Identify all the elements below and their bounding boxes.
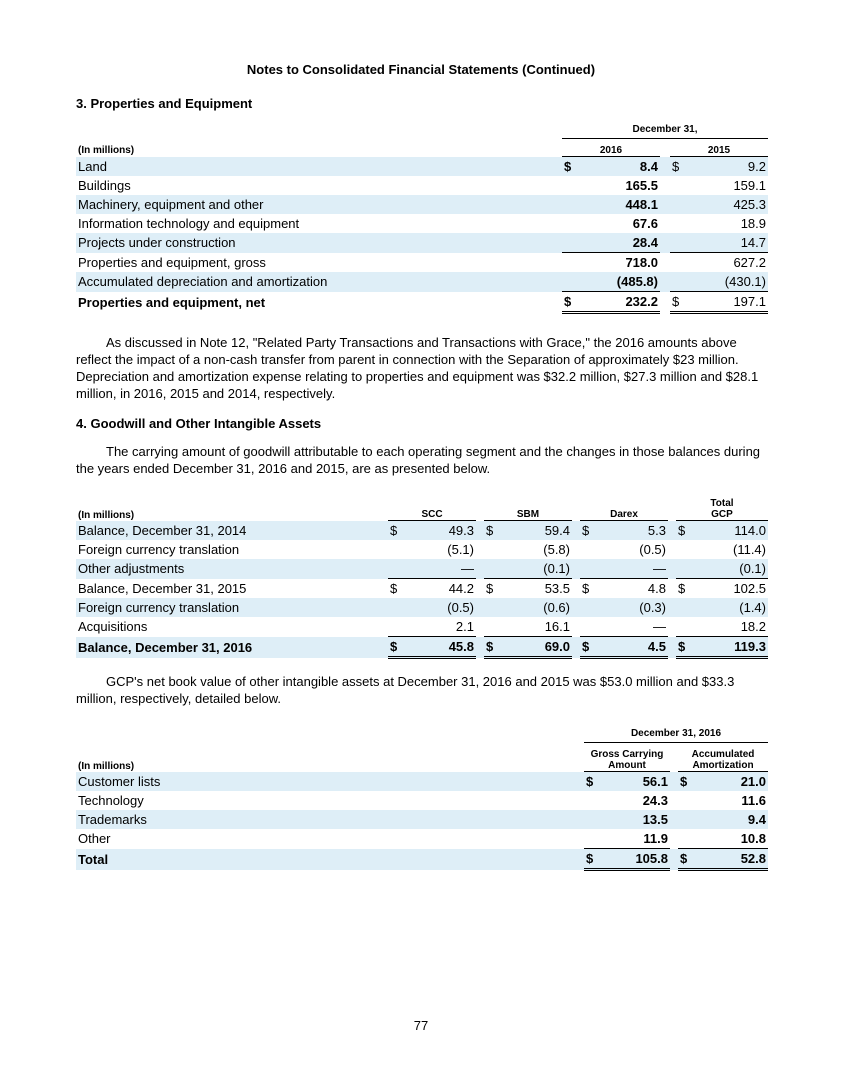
row-label: Projects under construction: [76, 233, 562, 253]
currency-symbol: $: [670, 292, 688, 313]
units-label: (In millions): [76, 743, 584, 772]
col-header-accumulated: [678, 743, 768, 772]
intangible-assets-table: [76, 728, 768, 871]
row-label: Technology: [78, 793, 144, 808]
row-label: Other: [78, 831, 111, 847]
value-total: 18.2: [694, 617, 768, 637]
value-2015: 197.1: [688, 292, 768, 313]
value-2015: (430.1): [688, 272, 768, 292]
page-title: Notes to Consolidated Financial Statements (Continued): [246, 62, 596, 77]
currency-symbol: $: [676, 637, 694, 658]
page-number: 77: [413, 1018, 429, 1033]
row-label: Balance, December 31, 2014: [76, 521, 388, 541]
value-2016: 232.2: [580, 292, 660, 313]
col-header-total-gcp: [676, 498, 768, 521]
row-label: Balance, December 31, 2015: [78, 580, 247, 596]
units-label: (In millions): [76, 139, 562, 157]
table-row: [76, 292, 768, 313]
table-row: [76, 791, 768, 810]
value-2016: (485.8): [580, 272, 660, 292]
table-row: [76, 176, 768, 195]
value-2016: 67.6: [632, 216, 658, 231]
currency-symbol: $: [676, 521, 694, 541]
row-label: Properties and equipment, net: [78, 294, 266, 310]
col-header-gross-line2: Amount: [608, 760, 646, 771]
row-label: Machinery, equipment and other: [76, 195, 562, 214]
table-row: [76, 195, 768, 214]
value-total: (11.4): [733, 542, 766, 557]
row-label: Land: [76, 157, 562, 177]
row-label: Total: [76, 849, 584, 870]
col-header-2016: 2016: [562, 139, 660, 157]
value-2016: 165.5: [625, 178, 658, 193]
table-row: [76, 272, 768, 292]
currency-symbol: $: [580, 637, 598, 658]
units-label: (In millions): [76, 498, 388, 521]
row-label: Buildings: [78, 178, 131, 193]
table-row: [76, 521, 768, 541]
col-header-acc-line1: Accumulated: [691, 749, 755, 760]
col-header-total-line1: Total: [710, 498, 734, 509]
table-row: [76, 637, 768, 658]
value-sbm: 16.1: [502, 617, 572, 637]
value-gross: 11.9: [602, 829, 670, 849]
currency-symbol: $: [484, 637, 502, 658]
col-header-2015: 2015: [670, 139, 768, 157]
period-header: December 31,: [562, 124, 768, 139]
value-scc: —: [406, 559, 476, 579]
section-3-heading: 3. Properties and Equipment: [76, 96, 253, 111]
row-label: Other adjustments: [76, 559, 388, 579]
col-header-gross-carrying: [584, 743, 670, 772]
intangibles-paragraph: GCP's net book value of other intangible assets at December 31, 2016 and 2015 was $53.0 million and $33.3 million, respectively, detailed below.: [76, 674, 735, 706]
col-header-sbm: SBM: [484, 498, 572, 521]
value-scc: 49.3: [406, 521, 476, 541]
value-2016: 28.4: [580, 233, 660, 253]
currency-symbol: $: [388, 521, 406, 541]
value-accumulated: 52.8: [696, 849, 768, 870]
currency-symbol: $: [584, 772, 602, 792]
value-accumulated: 9.4: [696, 810, 768, 829]
properties-equipment-table: [76, 124, 768, 314]
value-2015: 18.9: [740, 216, 766, 231]
currency-symbol: $: [678, 849, 696, 870]
currency-symbol: $: [584, 849, 602, 870]
value-2015: 425.3: [688, 195, 768, 214]
value-gross: 13.5: [602, 810, 670, 829]
currency-symbol: $: [670, 157, 688, 177]
goodwill-intro-paragraph: The carrying amount of goodwill attributable to each operating segment and the changes in those balances during the years ended December 31, 2016 and 2015, are as presented below.: [76, 444, 761, 476]
table-row: [76, 559, 768, 579]
currency-symbol: $: [388, 637, 406, 658]
row-label: Trademarks: [76, 810, 584, 829]
row-label: Acquisitions: [78, 619, 148, 635]
value-sbm: (5.8): [543, 542, 570, 557]
row-label: Balance, December 31, 2016: [76, 637, 388, 658]
table-row: [76, 598, 768, 617]
table-row: [76, 849, 768, 870]
table-row: [76, 157, 768, 177]
value-sbm: (0.6): [502, 598, 572, 617]
section-4-heading: 4. Goodwill and Other Intangible Assets: [76, 416, 322, 431]
table-row: [76, 617, 768, 637]
currency-symbol: $: [486, 581, 494, 596]
table-row: [76, 253, 768, 273]
value-darex: 5.3: [598, 521, 668, 541]
value-sbm: 53.5: [544, 581, 570, 596]
table-row: [76, 772, 768, 792]
row-label: Properties and equipment, gross: [78, 254, 266, 270]
value-darex: 4.5: [598, 637, 668, 658]
col-header-acc-line2: Amortization: [692, 760, 754, 771]
currency-symbol: $: [582, 581, 590, 596]
row-label: Accumulated depreciation and amortization: [76, 272, 562, 292]
value-total: 102.5: [733, 581, 766, 596]
value-scc: 44.2: [448, 581, 474, 596]
value-2016: 718.0: [625, 255, 658, 270]
table-row: [76, 214, 768, 233]
value-total: 114.0: [694, 521, 768, 541]
value-sbm: 69.0: [502, 637, 572, 658]
value-darex: (0.3): [598, 598, 668, 617]
table-row: [76, 233, 768, 253]
col-header-scc: SCC: [388, 498, 476, 521]
value-2015: 14.7: [688, 233, 768, 253]
currency-symbol: $: [678, 581, 686, 596]
value-2015: 627.2: [733, 255, 766, 270]
col-header-total-line2: GCP: [711, 509, 733, 520]
value-accumulated: 10.8: [696, 829, 768, 849]
depreciation-paragraph: As discussed in Note 12, "Related Party Transactions and Transactions with Grace," the 2016 amounts above reflect the impact of a non-cash transfer from parent in connection with the Separation of approximately $23 million. Depreciation and amortization expense relating to properties and equipment was $32.2 million, $27.3 million and $28.1 million, in 2016, 2015 and 2014, respectively.: [76, 335, 759, 401]
row-label: Foreign currency translation: [76, 598, 388, 617]
value-total: (1.4): [694, 598, 768, 617]
value-darex: —: [598, 617, 668, 637]
value-2016: 8.4: [580, 157, 660, 177]
row-label: Information technology and equipment: [78, 216, 300, 231]
currency-symbol: $: [484, 521, 502, 541]
table-row: [76, 540, 768, 559]
value-accumulated: 21.0: [696, 772, 768, 792]
value-total: 119.3: [694, 637, 768, 658]
table-row: [76, 579, 768, 599]
value-scc: 2.1: [406, 617, 476, 637]
period-header: December 31, 2016: [584, 728, 768, 743]
value-scc: 45.8: [406, 637, 476, 658]
value-accumulated: 11.6: [741, 793, 766, 808]
table-row: [76, 810, 768, 829]
value-2015: 9.2: [688, 157, 768, 177]
currency-symbol: $: [678, 772, 696, 792]
value-scc: (5.1): [447, 542, 474, 557]
value-2015: 159.1: [733, 178, 766, 193]
currency-symbol: $: [562, 292, 580, 313]
value-gross: 56.1: [602, 772, 670, 792]
table-row: [76, 829, 768, 849]
value-scc: (0.5): [406, 598, 476, 617]
value-gross: 24.3: [642, 793, 668, 808]
value-total: (0.1): [694, 559, 768, 579]
value-gross: 105.8: [602, 849, 670, 870]
value-sbm: (0.1): [502, 559, 572, 579]
col-header-darex: Darex: [580, 498, 668, 521]
goodwill-table: [76, 498, 768, 659]
currency-symbol: $: [580, 521, 598, 541]
currency-symbol: $: [390, 581, 398, 596]
col-header-gross-line1: Gross Carrying: [590, 749, 664, 760]
value-2016: 448.1: [580, 195, 660, 214]
value-darex: —: [598, 559, 668, 579]
value-sbm: 59.4: [502, 521, 572, 541]
value-darex: (0.5): [639, 542, 666, 557]
row-label: Foreign currency translation: [78, 542, 240, 557]
currency-symbol: $: [562, 157, 580, 177]
row-label: Customer lists: [76, 772, 584, 792]
value-darex: 4.8: [647, 581, 666, 596]
